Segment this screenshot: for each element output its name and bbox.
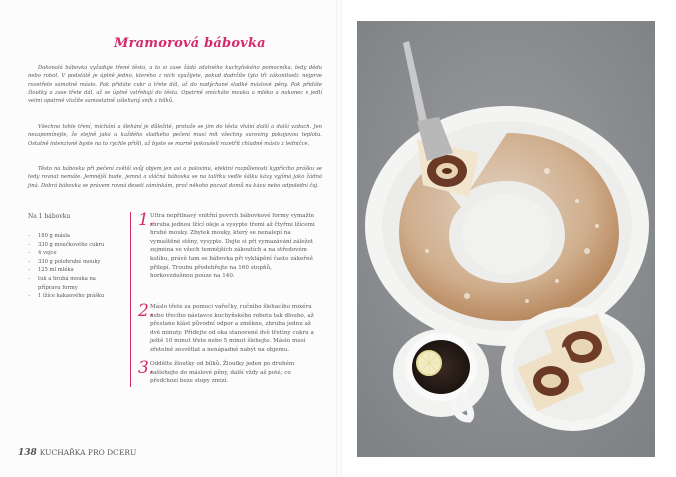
ingredient-item <box>28 292 118 301</box>
ingredient-text: 1 lžíce kakaového prášku <box>38 293 105 300</box>
ingredient-item <box>28 241 118 250</box>
ingredients-heading: Na 1 bábovku <box>28 213 71 220</box>
dash-icon: – <box>28 241 31 248</box>
method-step <box>138 303 316 355</box>
ingredient-text: 330 g polohrubé mouky <box>38 258 101 265</box>
step-text: Máslo třete za pomoci vařečky, ručního šlehacího mixéru nebo třecího nástavce kuchyňského robotu tak dlouho, až přestane klást původní odpor a změkne, zhruba jednu až dvě minuty. Přidejte od oka stanovené dvě třetiny cukru a ještě 10 minut třete nebo 5 minut šlehejte. Máslo musí zřetelně zesvětlat a nenápadně nabýt na objemu. <box>150 304 314 353</box>
intro-paragraph: Všechno tohle tření, míchání a šlehání je důležité, protože se jím do těsta vhání další a další vzduch. Jen nezapomínejte, že stejně jako u každého sladkého pečení musí mít všechny suroviny pokojovou teplotu. Ostatně intenzivně byste na to rychle přišli, až byste se marně pokoušeli rozetřít chladné máslo z ledničce. <box>28 124 322 147</box>
ingredient-text: 4 vejce <box>38 250 57 257</box>
ingredient-text: tuk a hrubá mouka na přípravu formy <box>38 275 96 291</box>
ingredient-item <box>28 266 118 275</box>
step-text: Oddělte žloutky od bílků. Žloutky jeden po druhém zašlehejte do máslové pěny, další vždy až poté, co předchozí beze stopy zmizí. <box>150 361 295 385</box>
recipe-title: Mramorová bábovka <box>114 36 266 51</box>
method-step <box>138 360 316 386</box>
book-title: KUCHAŘKA PRO DCERU <box>39 448 137 457</box>
page-number: 138 <box>18 448 37 458</box>
dash-icon: – <box>28 258 31 265</box>
ingredient-item <box>28 275 118 292</box>
ingredient-text: 330 g moučkového cukru <box>38 241 105 248</box>
ingredients-list <box>28 232 118 301</box>
ingredient-text: 180 g másla <box>38 233 70 239</box>
method-step <box>138 212 316 281</box>
dash-icon: – <box>28 233 31 239</box>
page-footer <box>18 448 136 458</box>
ingredient-item <box>28 249 118 258</box>
ingredient-item <box>28 232 118 241</box>
intro-paragraph: Dokonalá bábovka vyžaduje třené těsto, a to si zase žádá zdatného kuchyňského pomocníka, tedy dědu nebo robot. V podstatě je úplně jedno, kterého z nich využijete, pokud dodržíte tyto tři zákonitosti: nejprve rozetřete samotné máslo. Pak přidáte cukr a třete dál, až do nadýchané sladké máslové pěny. Pak přidáte žloutky a zase třete dál, až se úplně vstřebají do těsta. Opatrně smícháte mouku a mléko a nakonec s jedlí velmi opatrně vložíte samostatně ušlehaný sníh z bílků. <box>28 65 322 104</box>
dash-icon: – <box>28 267 31 274</box>
ingredient-item <box>28 258 118 267</box>
steps-divider <box>130 212 131 387</box>
dash-icon: – <box>28 250 31 257</box>
step-text: Ultra nepřilnavý vnitřní povrch bábovkové formy vymažte zhruba jednou lžící oleje a vysypte třemi až čtyřmi lžícemi hrubé mouky. Zbytek mouky, který se nenalepí na vymaštěné stěny, vysypte. Dejte si při vymazávání záležet zejména ve všech temnějších zákoutích a na středovém kolíku, právě tam se bábovka při vyklápění často zákeřně přilepí. Troubu předehřejte na 160 stupňů, horkovzdušnou pouze na 140. <box>150 213 315 280</box>
step-number: 1. <box>138 210 155 230</box>
step-number: 3. <box>138 358 155 378</box>
dash-icon: – <box>28 275 31 282</box>
cake-photo <box>357 21 655 457</box>
step-number: 2. <box>138 301 155 321</box>
dash-icon: – <box>28 293 31 300</box>
ingredient-text: 125 ml mléka <box>38 267 74 274</box>
book-gutter <box>336 0 342 477</box>
intro-paragraph: Těsto na bábovku při pečení zvětší svůj objem jen asi o polovinu, efektní rozpůlenosti kypřícího prášku se tedy rovnat nemáte. Jemnější bude, jemná a vláčná bábovka se na talířku vedle šálku kávy vyjímá jako žádná jiná. Dobrá bábovka se právem rovná deseti zámínkám, proč někoho pozvat domů na kávu nebo odpolední čaj. <box>28 166 322 189</box>
